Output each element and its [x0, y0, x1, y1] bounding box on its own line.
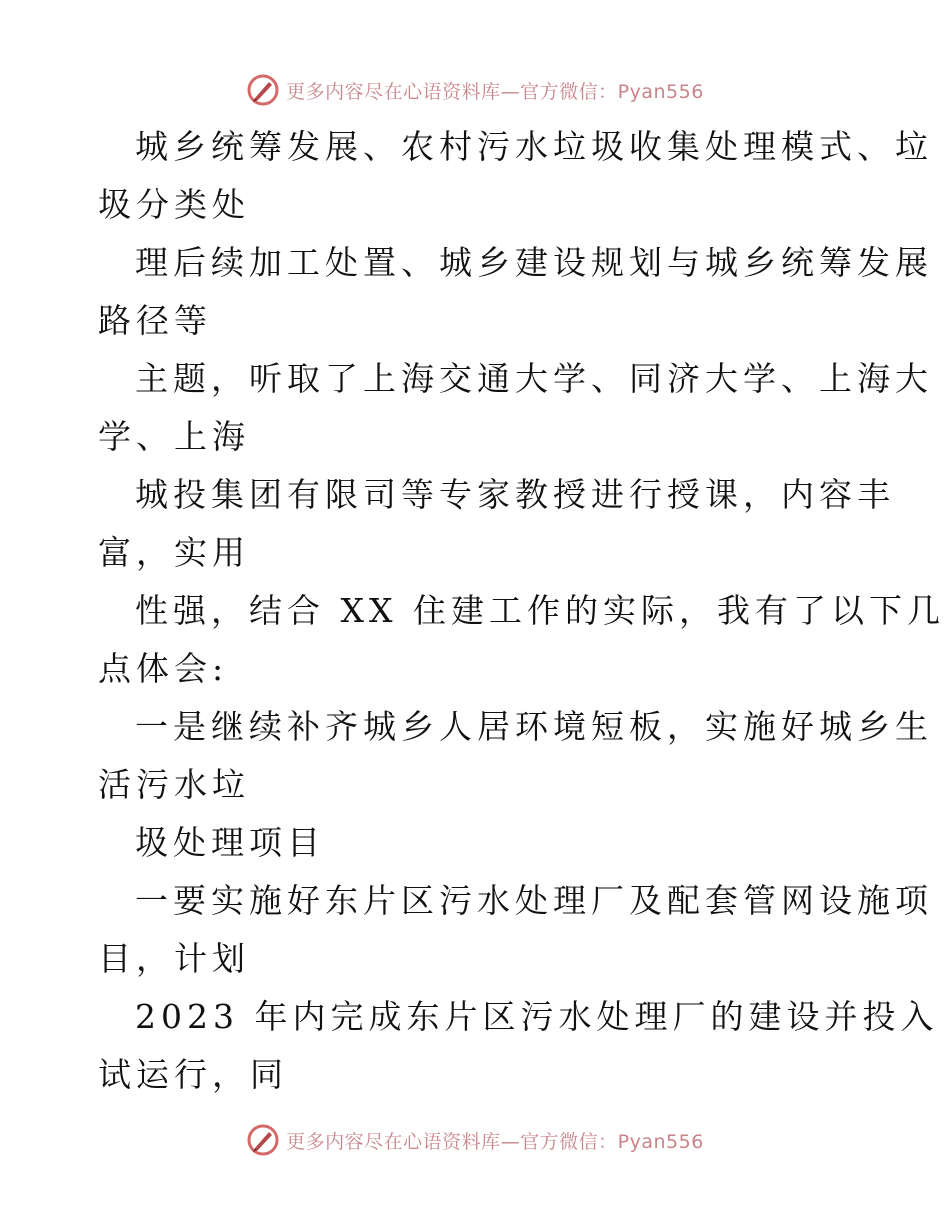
- text-line-17: 试运行，同: [98, 1055, 288, 1094]
- text-line-13: 圾处理项目: [135, 823, 325, 862]
- quill-logo-icon: [246, 1123, 280, 1157]
- text-line-7: 城投集团有限司等专家教授进行授课，内容丰: [135, 475, 895, 514]
- text-line-5: 主题，听取了上海交通大学、同济大学、上海大: [135, 359, 933, 398]
- text-line-14: 一要实施好东片区污水处理厂及配套管网设施项: [135, 881, 933, 920]
- watermark-text: 更多内容尽在心语资料库—官方微信：Pyan556: [286, 1130, 704, 1153]
- header-watermark: [0, 70, 950, 110]
- text-line-3: 理后续加工处置、城乡建设规划与城乡统筹发展: [135, 243, 933, 282]
- text-line-1: 城乡统筹发展、农村污水垃圾收集处理模式、垃: [135, 127, 933, 166]
- text-line-9: 性强，结合 XX 住建工作的实际，我有了以下几: [135, 591, 945, 630]
- text-line-16: 2023 年内完成东片区污水处理厂的建设并投入: [135, 997, 939, 1036]
- text-line-10: 点体会:: [98, 649, 229, 688]
- text-line-15: 目，计划: [98, 939, 250, 978]
- text-line-4: 路径等: [98, 301, 212, 340]
- text-line-6: 学、上海: [98, 417, 250, 456]
- text-line-12: 活污水垃: [98, 765, 250, 804]
- text-line-11: 一是继续补齐城乡人居环境短板，实施好城乡生: [135, 707, 933, 746]
- footer-watermark: [0, 1120, 950, 1160]
- text-line-8: 富，实用: [98, 533, 250, 572]
- watermark-text: 更多内容尽在心语资料库—官方微信：Pyan556: [286, 80, 704, 103]
- quill-logo-icon: [246, 73, 280, 107]
- text-line-2: 圾分类处: [98, 185, 250, 224]
